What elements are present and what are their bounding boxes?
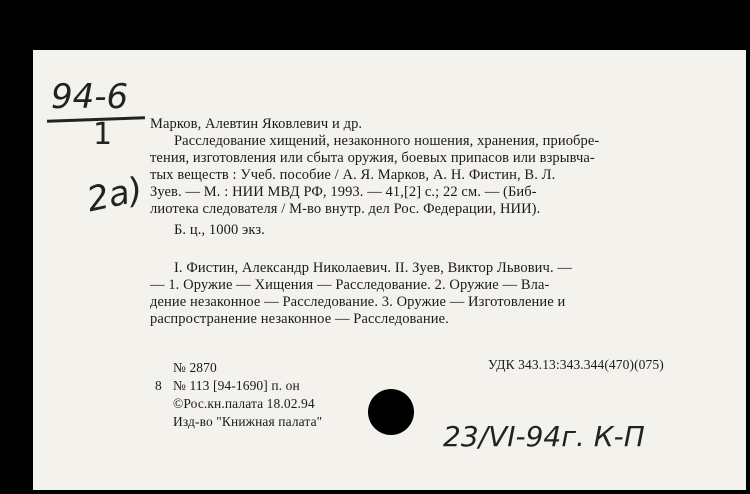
tracings-line-3: дение незаконное — Расследование. 3. Оружие — Изготовление и — [150, 294, 566, 310]
footer-line3: ©Рос.кн.палата 18.02.94 — [173, 396, 315, 411]
tracings-line-4: распространение незаконное — Расследование. — [150, 311, 449, 327]
punch-hole — [368, 389, 414, 435]
footer-line4: Изд-во "Книжная палата" — [173, 414, 323, 429]
handwritten-side-note: 2а) — [83, 169, 147, 221]
body-line-4: Зуев. — М. : НИИ МВД РФ, 1993. — 41,[2] с.; 22 см. — (Биб- — [150, 184, 537, 200]
tracings-line-2: — 1. Оружие — Хищения — Расследование. 2. Оружие — Вла- — [150, 277, 550, 293]
body-line-1: Расследование хищений, незаконного ношения, хранения, приобре- — [174, 133, 600, 149]
catalog-card — [33, 50, 746, 490]
author-heading: Марков, Алевтин Яковлевич и др. — [150, 116, 363, 132]
body-line-2: тения, изготовления или сбыта оружия, боевых припасов или взрывча- — [150, 150, 595, 166]
handwritten-call-number-sub: 1 — [93, 117, 113, 152]
price-line: Б. ц., 1000 экз. — [174, 222, 265, 238]
handwritten-call-number: 94-6 — [51, 77, 129, 117]
card-number: № 2870 — [173, 360, 217, 375]
footer-line2-prefix: 8 — [155, 378, 162, 393]
udk-code: УДК 343.13:343.344(470)(075) — [488, 357, 664, 372]
handwritten-bottom-note: 23/VI-94г. К-П — [443, 420, 645, 453]
body-line-3: тых веществ : Учеб. пособие / А. Я. Марков, А. Н. Фистин, В. Л. — [150, 167, 556, 183]
tracings-line-1: I. Фистин, Александр Николаевич. II. Зуев, Виктор Львович. — — [174, 260, 572, 276]
footer-line2: № 113 [94-1690] п. он — [173, 378, 300, 393]
body-line-5: лиотека следователя / М-во внутр. дел Рос. Федерации, НИИ). — [150, 201, 541, 217]
